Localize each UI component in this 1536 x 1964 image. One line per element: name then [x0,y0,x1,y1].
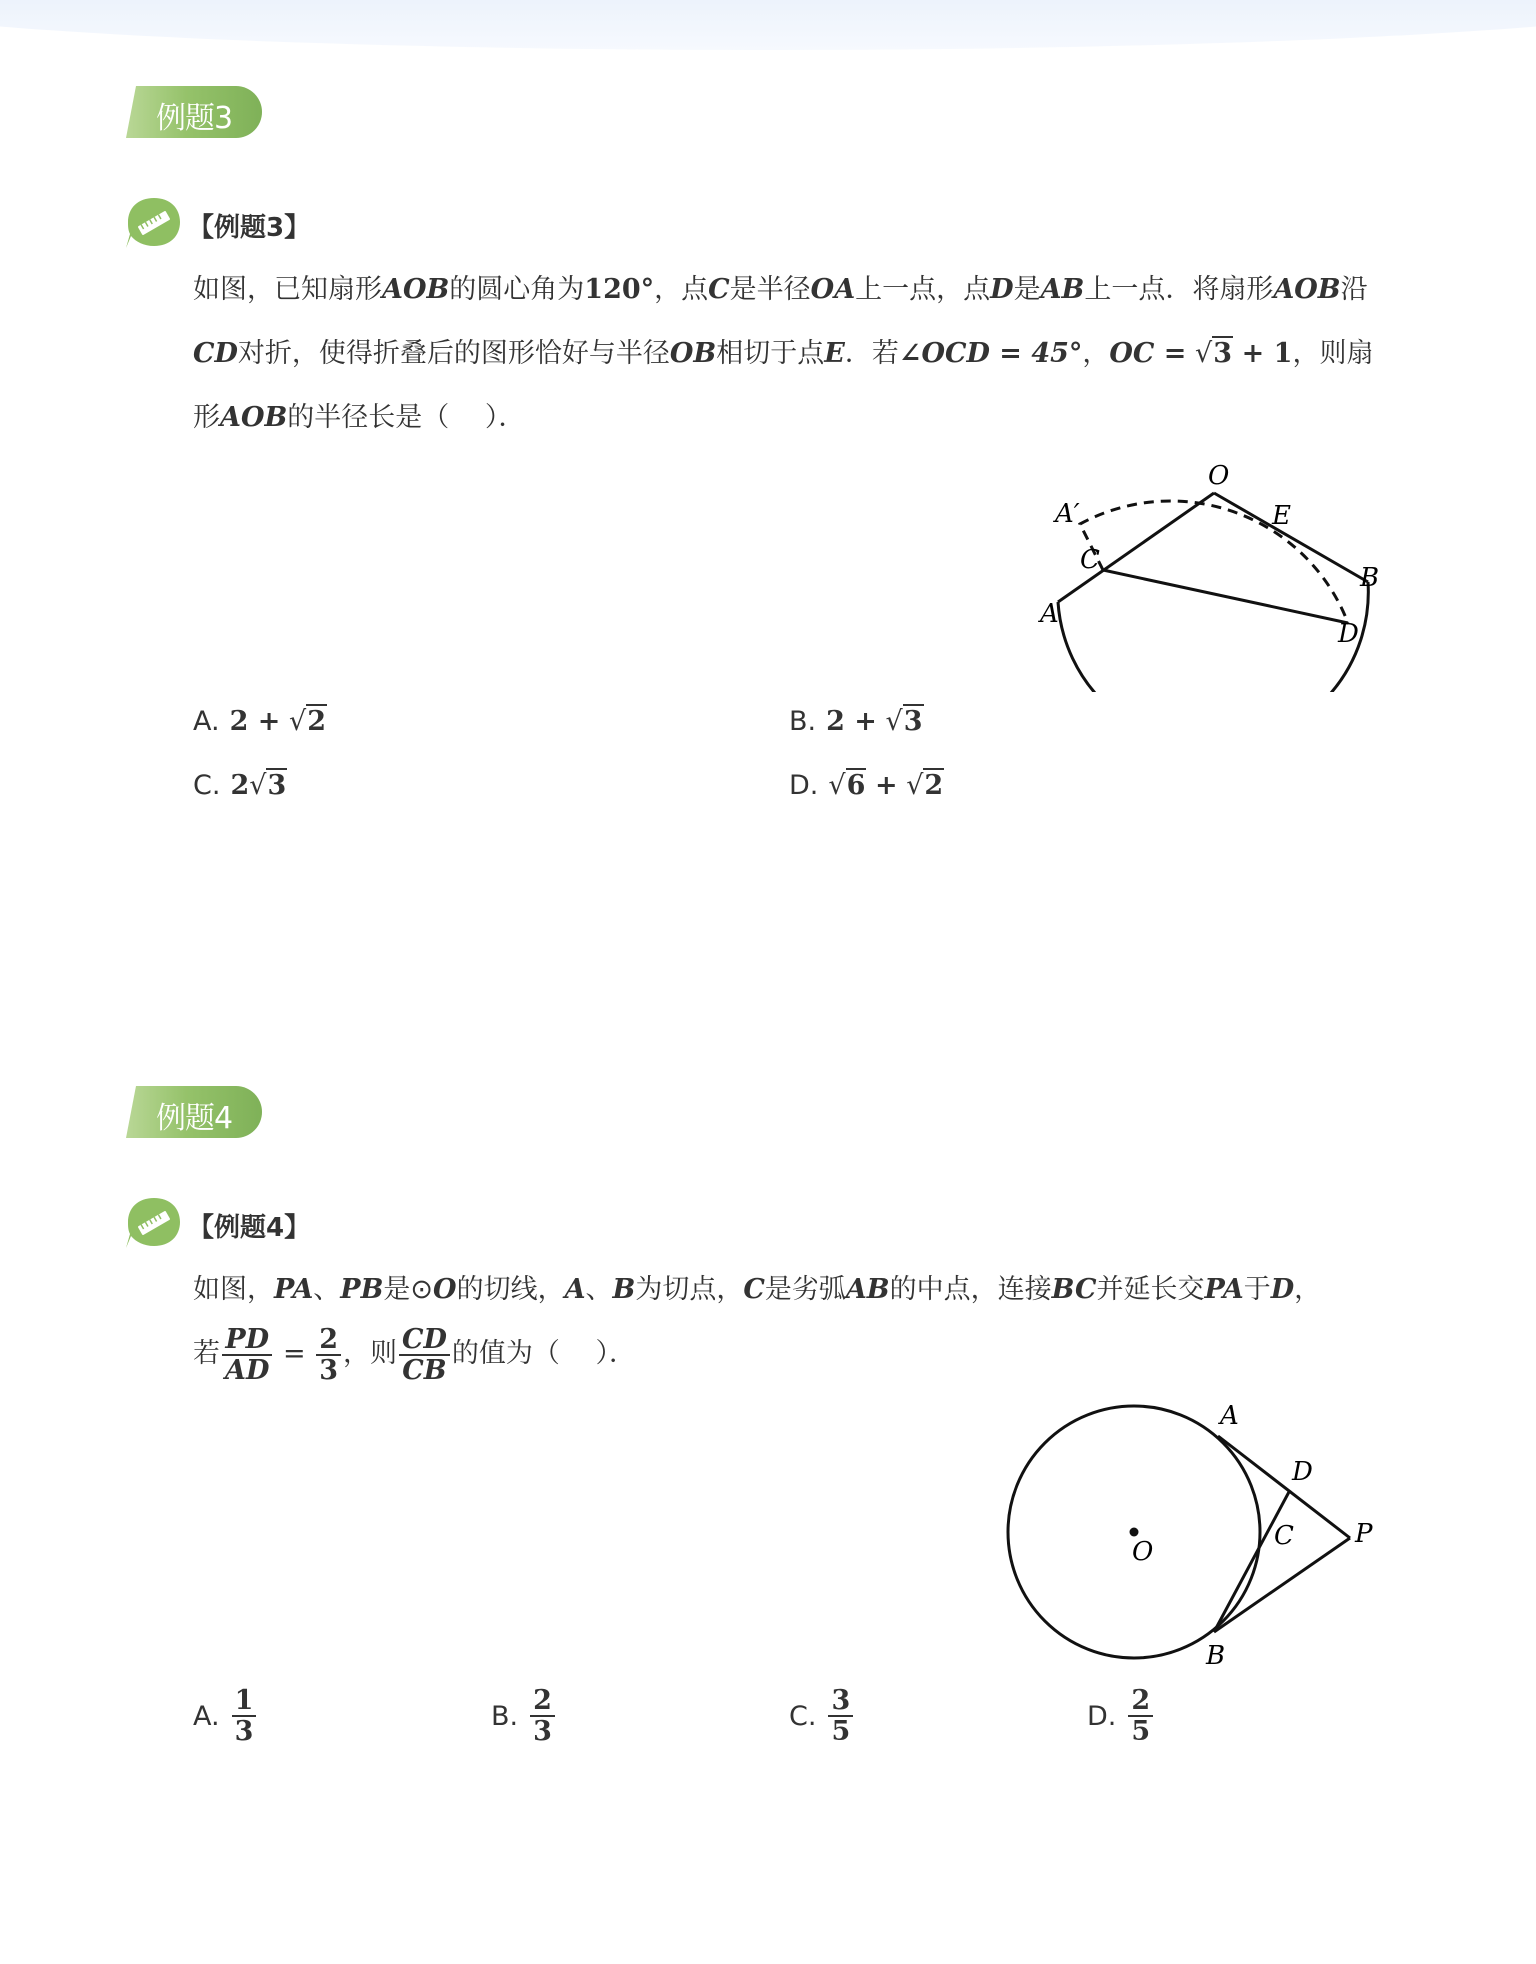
option-b[interactable]: B. 2 + √3 [789,706,923,737]
pencil-icon [126,196,182,250]
sqrt-expression: √3 [1195,338,1233,369]
top-header-band [0,0,1536,50]
label-point-O: O [1208,462,1230,491]
question-line-1: 如图，PA、PB是⊙O的切线，A、B为切点，C是劣弧AB的中点，连接BC并延长交PA于D， [193,1274,1322,1305]
question-line-1: 如图，已知扇形AOB的圆心角为120°，点C是半径OA上一点，点D是AB上一点．将扇形AOB沿 [193,274,1368,305]
question-line-3: 形AOB的半径长是（ ）． [193,402,526,433]
option-d[interactable]: D. √6 + √2 [789,770,944,801]
section-tab-example-3 [126,86,262,138]
label-point-C: C [1080,545,1100,575]
label-point-C: C [1274,1521,1294,1551]
section-tab-label: 例题3 [156,101,233,136]
question-text-3 [193,258,1393,450]
option-c[interactable]: C. 2√3 [193,770,287,801]
label-point-D: D [1292,1457,1313,1487]
option-a[interactable]: A. $\frac{1}{3}$ [193,1686,258,1746]
label-point-D: D [1338,619,1359,649]
label-point-B: B [1206,1641,1226,1671]
label-point-O: O [1132,1537,1154,1567]
question-text-4 [193,1258,1393,1386]
section-tab-label: 例题4 [156,1101,233,1136]
pencil-icon [126,1196,182,1250]
label-point-A: A [1220,1401,1239,1431]
label-point-A: A [1040,599,1059,629]
question-line-2: CD对折，使得折叠后的图形恰好与半径OB相切于点E．若∠OCD = 45°，OC = √3 + 1，则扇 [193,322,1393,386]
label-point-A-prime: A′ [1055,499,1080,529]
fraction-cd-cb: $\frac{CD}{CB}$ [399,1325,450,1385]
label-point-E: E [1272,501,1291,531]
option-a[interactable]: A. 2 + √2 [193,706,326,737]
fraction-two-thirds: $\frac{2}{3}$ [316,1325,341,1385]
question-line-2: 若 $\frac{PD}{AD}$ = $\frac{2}{3}$ ，则 $\frac{CD}{CB}$ 的值为（ ）． [193,1323,636,1386]
option-d[interactable]: D. $\frac{2}{5}$ [1087,1686,1155,1746]
figure-circle-tangents [1000,1392,1400,1672]
question-label: 【例题3】 [188,213,311,243]
option-b[interactable]: B. $\frac{2}{3}$ [491,1686,557,1746]
question-label: 【例题4】 [188,1213,311,1243]
label-point-P: P [1355,1519,1373,1549]
figure-folded-sector [1030,462,1400,692]
label-point-B: B [1360,563,1380,593]
fraction-pd-ad: $\frac{PD}{AD}$ [222,1325,272,1385]
option-c[interactable]: C. $\frac{3}{5}$ [789,1686,855,1746]
section-tab-example-4 [126,1086,262,1138]
